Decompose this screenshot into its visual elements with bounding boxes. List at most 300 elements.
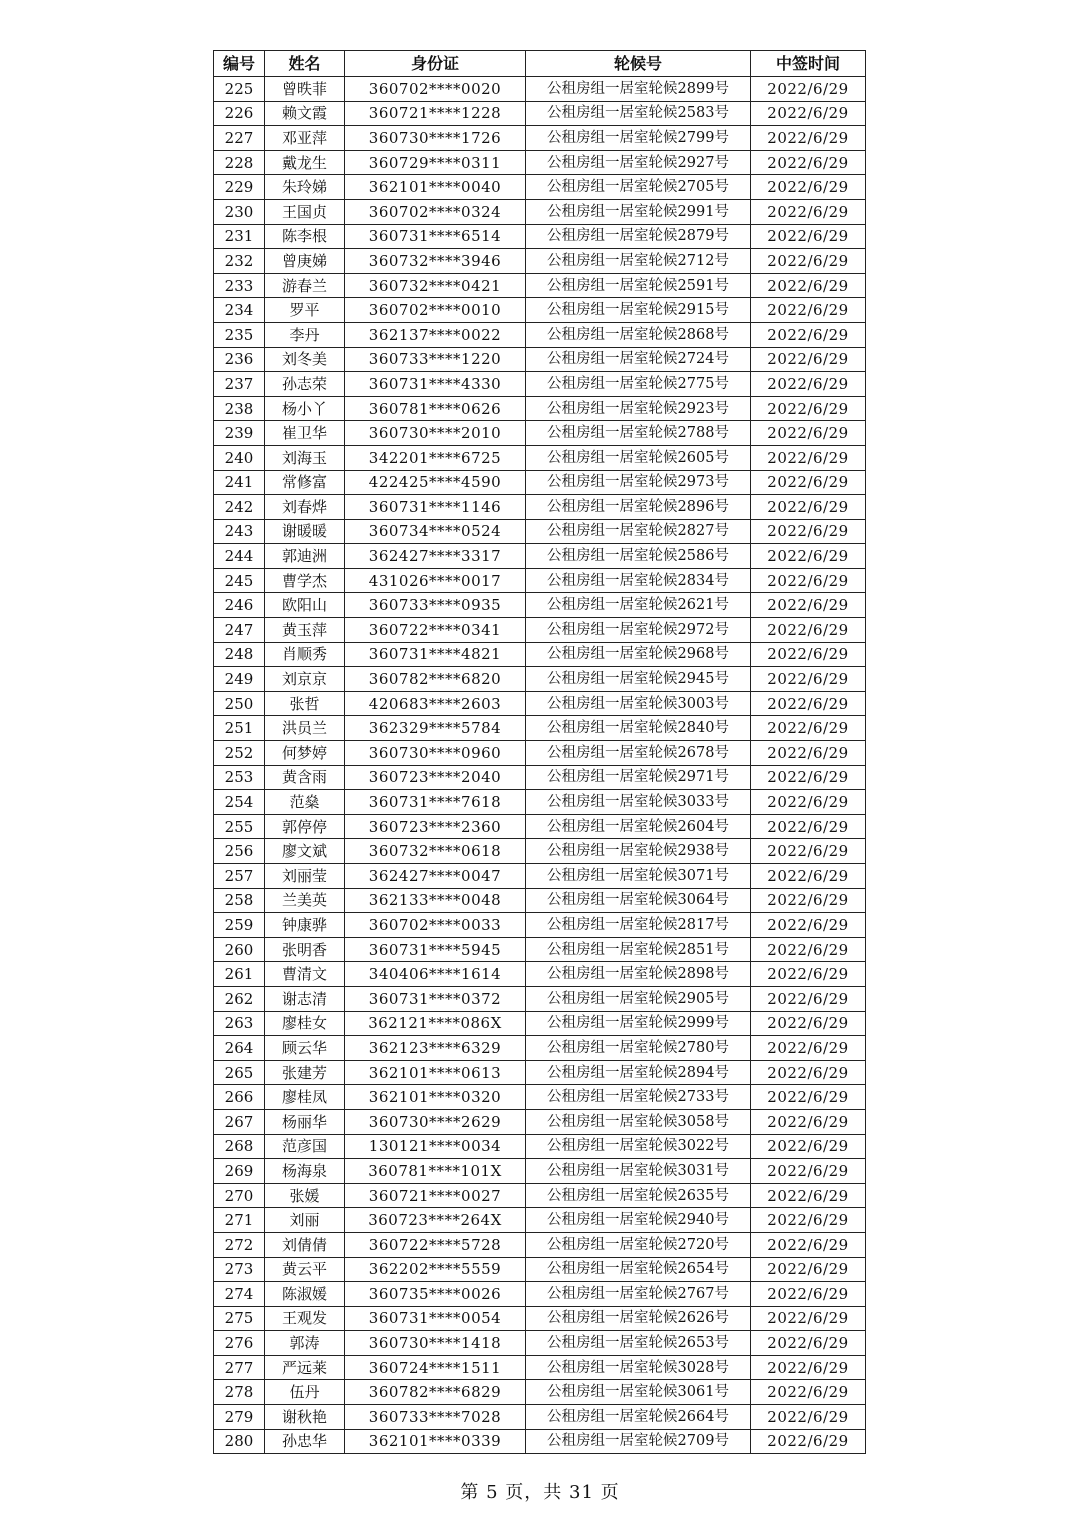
table-row xyxy=(214,986,866,1011)
cell-number: 225 xyxy=(214,77,265,102)
table-row xyxy=(214,1380,866,1405)
cell-draw-date: 2022/6/29 xyxy=(751,962,866,987)
cell-name: 张建芳 xyxy=(265,1060,345,1085)
cell-name: 常修富 xyxy=(265,470,345,495)
table-row xyxy=(214,101,866,126)
cell-queue-number: 公租房组一居室轮候2896号 xyxy=(526,495,751,520)
header-queue-number: 轮候号 xyxy=(526,51,751,77)
cell-id-card: 360730****1726 xyxy=(345,126,526,151)
cell-queue-number: 公租房组一居室轮候2654号 xyxy=(526,1257,751,1282)
table-row xyxy=(214,1429,866,1454)
table-row xyxy=(214,1183,866,1208)
cell-id-card: 360732****0421 xyxy=(345,273,526,298)
table-row xyxy=(214,249,866,274)
cell-name: 郭涛 xyxy=(265,1331,345,1356)
cell-number: 250 xyxy=(214,691,265,716)
cell-id-card: 362427****3317 xyxy=(345,544,526,569)
cell-queue-number: 公租房组一居室轮候2653号 xyxy=(526,1331,751,1356)
cell-draw-date: 2022/6/29 xyxy=(751,741,866,766)
cell-draw-date: 2022/6/29 xyxy=(751,150,866,175)
cell-id-card: 130121****0034 xyxy=(345,1134,526,1159)
cell-draw-date: 2022/6/29 xyxy=(751,1282,866,1307)
cell-name: 游春兰 xyxy=(265,273,345,298)
table-row xyxy=(214,495,866,520)
cell-draw-date: 2022/6/29 xyxy=(751,839,866,864)
cell-draw-date: 2022/6/29 xyxy=(751,1036,866,1061)
cell-id-card: 362101****0339 xyxy=(345,1429,526,1454)
cell-queue-number: 公租房组一居室轮候3003号 xyxy=(526,691,751,716)
cell-id-card: 360781****0626 xyxy=(345,396,526,421)
table-row xyxy=(214,1232,866,1257)
cell-draw-date: 2022/6/29 xyxy=(751,667,866,692)
table-row xyxy=(214,126,866,151)
cell-draw-date: 2022/6/29 xyxy=(751,77,866,102)
cell-id-card: 360782****6829 xyxy=(345,1380,526,1405)
cell-queue-number: 公租房组一居室轮候3022号 xyxy=(526,1134,751,1159)
cell-draw-date: 2022/6/29 xyxy=(751,495,866,520)
cell-number: 267 xyxy=(214,1109,265,1134)
cell-id-card: 360731****4330 xyxy=(345,372,526,397)
cell-draw-date: 2022/6/29 xyxy=(751,1085,866,1110)
cell-queue-number: 公租房组一居室轮候2898号 xyxy=(526,962,751,987)
page-footer: 第 5 页，共 31 页 xyxy=(460,1482,620,1503)
cell-draw-date: 2022/6/29 xyxy=(751,372,866,397)
cell-id-card: 360735****0026 xyxy=(345,1282,526,1307)
table-row xyxy=(214,839,866,864)
cell-id-card: 360722****0341 xyxy=(345,618,526,643)
table-row xyxy=(214,765,866,790)
cell-number: 226 xyxy=(214,101,265,126)
cell-queue-number: 公租房组一居室轮候2879号 xyxy=(526,224,751,249)
cell-id-card: 431026****0017 xyxy=(345,568,526,593)
cell-queue-number: 公租房组一居室轮候2851号 xyxy=(526,937,751,962)
cell-number: 259 xyxy=(214,913,265,938)
cell-number: 266 xyxy=(214,1085,265,1110)
cell-draw-date: 2022/6/29 xyxy=(751,322,866,347)
cell-queue-number: 公租房组一居室轮候2605号 xyxy=(526,445,751,470)
cell-queue-number: 公租房组一居室轮候2940号 xyxy=(526,1208,751,1233)
cell-number: 263 xyxy=(214,1011,265,1036)
cell-queue-number: 公租房组一居室轮候2971号 xyxy=(526,765,751,790)
cell-number: 252 xyxy=(214,741,265,766)
cell-draw-date: 2022/6/29 xyxy=(751,273,866,298)
cell-name: 兰美英 xyxy=(265,888,345,913)
cell-id-card: 360730****2629 xyxy=(345,1109,526,1134)
cell-name: 赖文霞 xyxy=(265,101,345,126)
cell-number: 257 xyxy=(214,864,265,889)
cell-queue-number: 公租房组一居室轮候2604号 xyxy=(526,814,751,839)
cell-name: 廖桂凤 xyxy=(265,1085,345,1110)
cell-draw-date: 2022/6/29 xyxy=(751,1257,866,1282)
cell-number: 271 xyxy=(214,1208,265,1233)
cell-queue-number: 公租房组一居室轮候2894号 xyxy=(526,1060,751,1085)
table-row xyxy=(214,741,866,766)
cell-number: 248 xyxy=(214,642,265,667)
cell-queue-number: 公租房组一居室轮候2626号 xyxy=(526,1306,751,1331)
table-row xyxy=(214,667,866,692)
table-row xyxy=(214,642,866,667)
cell-number: 239 xyxy=(214,421,265,446)
cell-number: 233 xyxy=(214,273,265,298)
cell-draw-date: 2022/6/29 xyxy=(751,544,866,569)
cell-id-card: 360702****0033 xyxy=(345,913,526,938)
cell-draw-date: 2022/6/29 xyxy=(751,716,866,741)
cell-id-card: 362101****0613 xyxy=(345,1060,526,1085)
cell-number: 255 xyxy=(214,814,265,839)
cell-id-card: 360733****7028 xyxy=(345,1405,526,1430)
cell-queue-number: 公租房组一居室轮候2664号 xyxy=(526,1405,751,1430)
cell-number: 265 xyxy=(214,1060,265,1085)
table-row xyxy=(214,618,866,643)
cell-name: 黄含雨 xyxy=(265,765,345,790)
cell-number: 230 xyxy=(214,199,265,224)
cell-name: 曹学杰 xyxy=(265,568,345,593)
cell-number: 232 xyxy=(214,249,265,274)
table-row xyxy=(214,150,866,175)
cell-number: 277 xyxy=(214,1355,265,1380)
cell-draw-date: 2022/6/29 xyxy=(751,519,866,544)
table-row xyxy=(214,519,866,544)
cell-name: 刘丽莹 xyxy=(265,864,345,889)
cell-id-card: 360731****0054 xyxy=(345,1306,526,1331)
cell-queue-number: 公租房组一居室轮候2973号 xyxy=(526,470,751,495)
cell-id-card: 360730****1418 xyxy=(345,1331,526,1356)
cell-id-card: 360702****0020 xyxy=(345,77,526,102)
table-row xyxy=(214,913,866,938)
cell-number: 258 xyxy=(214,888,265,913)
cell-name: 谢暖暖 xyxy=(265,519,345,544)
cell-draw-date: 2022/6/29 xyxy=(751,1405,866,1430)
cell-name: 曾昳菲 xyxy=(265,77,345,102)
table-row xyxy=(214,273,866,298)
cell-id-card: 360723****2040 xyxy=(345,765,526,790)
cell-number: 256 xyxy=(214,839,265,864)
cell-id-card: 360732****3946 xyxy=(345,249,526,274)
cell-number: 274 xyxy=(214,1282,265,1307)
cell-id-card: 360732****0618 xyxy=(345,839,526,864)
table-row xyxy=(214,790,866,815)
cell-queue-number: 公租房组一居室轮候2788号 xyxy=(526,421,751,446)
cell-name: 孙志荣 xyxy=(265,372,345,397)
cell-number: 243 xyxy=(214,519,265,544)
table-row xyxy=(214,1355,866,1380)
cell-id-card: 360721****1228 xyxy=(345,101,526,126)
cell-id-card: 420683****2603 xyxy=(345,691,526,716)
table-row xyxy=(214,864,866,889)
cell-number: 240 xyxy=(214,445,265,470)
cell-id-card: 362123****6329 xyxy=(345,1036,526,1061)
cell-name: 欧阳山 xyxy=(265,593,345,618)
cell-name: 罗平 xyxy=(265,298,345,323)
table-row xyxy=(214,593,866,618)
table-row xyxy=(214,1405,866,1430)
cell-name: 严远莱 xyxy=(265,1355,345,1380)
cell-draw-date: 2022/6/29 xyxy=(751,224,866,249)
cell-id-card: 362427****0047 xyxy=(345,864,526,889)
cell-number: 262 xyxy=(214,986,265,1011)
cell-queue-number: 公租房组一居室轮候2586号 xyxy=(526,544,751,569)
cell-name: 顾云华 xyxy=(265,1036,345,1061)
cell-number: 229 xyxy=(214,175,265,200)
table-row xyxy=(214,888,866,913)
cell-number: 235 xyxy=(214,322,265,347)
cell-queue-number: 公租房组一居室轮候2817号 xyxy=(526,913,751,938)
cell-draw-date: 2022/6/29 xyxy=(751,642,866,667)
table-row xyxy=(214,77,866,102)
cell-number: 242 xyxy=(214,495,265,520)
cell-name: 刘京京 xyxy=(265,667,345,692)
table-row xyxy=(214,1331,866,1356)
cell-id-card: 360723****2360 xyxy=(345,814,526,839)
table-row xyxy=(214,1208,866,1233)
cell-draw-date: 2022/6/29 xyxy=(751,298,866,323)
cell-number: 241 xyxy=(214,470,265,495)
cell-queue-number: 公租房组一居室轮候2635号 xyxy=(526,1183,751,1208)
cell-queue-number: 公租房组一居室轮候2905号 xyxy=(526,986,751,1011)
cell-queue-number: 公租房组一居室轮候2999号 xyxy=(526,1011,751,1036)
cell-queue-number: 公租房组一居室轮候2799号 xyxy=(526,126,751,151)
cell-draw-date: 2022/6/29 xyxy=(751,175,866,200)
cell-id-card: 362202****5559 xyxy=(345,1257,526,1282)
cell-draw-date: 2022/6/29 xyxy=(751,790,866,815)
cell-draw-date: 2022/6/29 xyxy=(751,199,866,224)
cell-number: 237 xyxy=(214,372,265,397)
cell-name: 刘倩倩 xyxy=(265,1232,345,1257)
cell-draw-date: 2022/6/29 xyxy=(751,249,866,274)
cell-number: 273 xyxy=(214,1257,265,1282)
cell-queue-number: 公租房组一居室轮候2705号 xyxy=(526,175,751,200)
cell-name: 伍丹 xyxy=(265,1380,345,1405)
cell-queue-number: 公租房组一居室轮候2724号 xyxy=(526,347,751,372)
cell-id-card: 360721****0027 xyxy=(345,1183,526,1208)
cell-id-card: 360723****264X xyxy=(345,1208,526,1233)
cell-id-card: 360731****6514 xyxy=(345,224,526,249)
cell-number: 276 xyxy=(214,1331,265,1356)
cell-id-card: 360729****0311 xyxy=(345,150,526,175)
cell-queue-number: 公租房组一居室轮候3061号 xyxy=(526,1380,751,1405)
cell-queue-number: 公租房组一居室轮候2840号 xyxy=(526,716,751,741)
cell-number: 236 xyxy=(214,347,265,372)
table-row xyxy=(214,396,866,421)
table-row xyxy=(214,1282,866,1307)
cell-queue-number: 公租房组一居室轮候3064号 xyxy=(526,888,751,913)
table-row xyxy=(214,347,866,372)
cell-number: 264 xyxy=(214,1036,265,1061)
cell-id-card: 360731****5945 xyxy=(345,937,526,962)
cell-number: 244 xyxy=(214,544,265,569)
cell-name: 陈淑媛 xyxy=(265,1282,345,1307)
cell-queue-number: 公租房组一居室轮候2780号 xyxy=(526,1036,751,1061)
cell-name: 孙忠华 xyxy=(265,1429,345,1454)
table-row xyxy=(214,224,866,249)
cell-queue-number: 公租房组一居室轮候2827号 xyxy=(526,519,751,544)
cell-name: 杨小丫 xyxy=(265,396,345,421)
cell-id-card: 360731****4821 xyxy=(345,642,526,667)
cell-name: 张哲 xyxy=(265,691,345,716)
cell-queue-number: 公租房组一居室轮候3031号 xyxy=(526,1159,751,1184)
cell-id-card: 360731****0372 xyxy=(345,986,526,1011)
cell-queue-number: 公租房组一居室轮候2945号 xyxy=(526,667,751,692)
cell-name: 洪员兰 xyxy=(265,716,345,741)
table-row xyxy=(214,1085,866,1110)
table-row xyxy=(214,1159,866,1184)
cell-draw-date: 2022/6/29 xyxy=(751,1355,866,1380)
table-row xyxy=(214,298,866,323)
cell-draw-date: 2022/6/29 xyxy=(751,421,866,446)
cell-name: 杨丽华 xyxy=(265,1109,345,1134)
cell-id-card: 360731****7618 xyxy=(345,790,526,815)
cell-number: 247 xyxy=(214,618,265,643)
cell-draw-date: 2022/6/29 xyxy=(751,1331,866,1356)
cell-name: 范燊 xyxy=(265,790,345,815)
table-row xyxy=(214,421,866,446)
cell-id-card: 362329****5784 xyxy=(345,716,526,741)
cell-number: 253 xyxy=(214,765,265,790)
cell-draw-date: 2022/6/29 xyxy=(751,888,866,913)
cell-queue-number: 公租房组一居室轮候3033号 xyxy=(526,790,751,815)
cell-queue-number: 公租房组一居室轮候2972号 xyxy=(526,618,751,643)
cell-name: 崔卫华 xyxy=(265,421,345,446)
cell-draw-date: 2022/6/29 xyxy=(751,937,866,962)
cell-name: 谢志清 xyxy=(265,986,345,1011)
cell-draw-date: 2022/6/29 xyxy=(751,568,866,593)
cell-name: 邓亚萍 xyxy=(265,126,345,151)
cell-draw-date: 2022/6/29 xyxy=(751,1159,866,1184)
cell-id-card: 362133****0048 xyxy=(345,888,526,913)
cell-id-card: 342201****6725 xyxy=(345,445,526,470)
cell-name: 郭停停 xyxy=(265,814,345,839)
cell-queue-number: 公租房组一居室轮候2712号 xyxy=(526,249,751,274)
cell-queue-number: 公租房组一居室轮候2720号 xyxy=(526,1232,751,1257)
cell-name: 刘丽 xyxy=(265,1208,345,1233)
table-row xyxy=(214,1306,866,1331)
cell-queue-number: 公租房组一居室轮候2591号 xyxy=(526,273,751,298)
cell-number: 231 xyxy=(214,224,265,249)
cell-name: 曹清文 xyxy=(265,962,345,987)
table-row xyxy=(214,544,866,569)
cell-id-card: 362121****086X xyxy=(345,1011,526,1036)
table-row xyxy=(214,322,866,347)
table-row xyxy=(214,470,866,495)
cell-draw-date: 2022/6/29 xyxy=(751,1429,866,1454)
header-number: 编号 xyxy=(214,51,265,77)
table-row xyxy=(214,1060,866,1085)
cell-draw-date: 2022/6/29 xyxy=(751,126,866,151)
table-row xyxy=(214,199,866,224)
table-row xyxy=(214,691,866,716)
cell-id-card: 360731****1146 xyxy=(345,495,526,520)
cell-number: 261 xyxy=(214,962,265,987)
cell-id-card: 360781****101X xyxy=(345,1159,526,1184)
cell-draw-date: 2022/6/29 xyxy=(751,445,866,470)
cell-number: 272 xyxy=(214,1232,265,1257)
cell-draw-date: 2022/6/29 xyxy=(751,1208,866,1233)
cell-id-card: 360722****5728 xyxy=(345,1232,526,1257)
cell-number: 270 xyxy=(214,1183,265,1208)
cell-number: 260 xyxy=(214,937,265,962)
table-row xyxy=(214,1109,866,1134)
cell-name: 范彦国 xyxy=(265,1134,345,1159)
cell-draw-date: 2022/6/29 xyxy=(751,1380,866,1405)
header-id-card: 身份证 xyxy=(345,51,526,77)
cell-name: 王观发 xyxy=(265,1306,345,1331)
cell-draw-date: 2022/6/29 xyxy=(751,1109,866,1134)
cell-name: 钟康骅 xyxy=(265,913,345,938)
cell-number: 278 xyxy=(214,1380,265,1405)
table-row xyxy=(214,445,866,470)
cell-draw-date: 2022/6/29 xyxy=(751,1232,866,1257)
table-row xyxy=(214,1257,866,1282)
cell-queue-number: 公租房组一居室轮候2968号 xyxy=(526,642,751,667)
cell-name: 黄云平 xyxy=(265,1257,345,1282)
cell-queue-number: 公租房组一居室轮候3071号 xyxy=(526,864,751,889)
cell-queue-number: 公租房组一居室轮候3058号 xyxy=(526,1109,751,1134)
cell-id-card: 360724****1511 xyxy=(345,1355,526,1380)
cell-name: 戴龙生 xyxy=(265,150,345,175)
cell-name: 朱玲娣 xyxy=(265,175,345,200)
cell-number: 279 xyxy=(214,1405,265,1430)
table-row xyxy=(214,962,866,987)
cell-queue-number: 公租房组一居室轮候2678号 xyxy=(526,741,751,766)
cell-name: 曾庚娣 xyxy=(265,249,345,274)
header-name: 姓名 xyxy=(265,51,345,77)
table-body xyxy=(214,77,866,1454)
cell-queue-number: 公租房组一居室轮候2927号 xyxy=(526,150,751,175)
cell-id-card: 360733****0935 xyxy=(345,593,526,618)
cell-id-card: 360730****2010 xyxy=(345,421,526,446)
cell-draw-date: 2022/6/29 xyxy=(751,1183,866,1208)
table-row xyxy=(214,568,866,593)
cell-name: 刘海玉 xyxy=(265,445,345,470)
cell-draw-date: 2022/6/29 xyxy=(751,1011,866,1036)
cell-queue-number: 公租房组一居室轮候3028号 xyxy=(526,1355,751,1380)
cell-id-card: 360733****1220 xyxy=(345,347,526,372)
cell-queue-number: 公租房组一居室轮候2709号 xyxy=(526,1429,751,1454)
cell-number: 269 xyxy=(214,1159,265,1184)
cell-name: 王国贞 xyxy=(265,199,345,224)
cell-queue-number: 公租房组一居室轮候2834号 xyxy=(526,568,751,593)
cell-id-card: 360702****0010 xyxy=(345,298,526,323)
cell-draw-date: 2022/6/29 xyxy=(751,101,866,126)
cell-number: 246 xyxy=(214,593,265,618)
cell-name: 张媛 xyxy=(265,1183,345,1208)
cell-draw-date: 2022/6/29 xyxy=(751,691,866,716)
cell-queue-number: 公租房组一居室轮候2991号 xyxy=(526,199,751,224)
cell-name: 肖顺秀 xyxy=(265,642,345,667)
cell-name: 陈李根 xyxy=(265,224,345,249)
table-row xyxy=(214,175,866,200)
cell-queue-number: 公租房组一居室轮候2899号 xyxy=(526,77,751,102)
header-draw-date: 中签时间 xyxy=(751,51,866,77)
cell-number: 268 xyxy=(214,1134,265,1159)
cell-draw-date: 2022/6/29 xyxy=(751,913,866,938)
cell-draw-date: 2022/6/29 xyxy=(751,765,866,790)
lottery-results-table xyxy=(213,50,866,1454)
cell-id-card: 340406****1614 xyxy=(345,962,526,987)
cell-draw-date: 2022/6/29 xyxy=(751,814,866,839)
cell-number: 275 xyxy=(214,1306,265,1331)
cell-name: 谢秋艳 xyxy=(265,1405,345,1430)
table-row xyxy=(214,1036,866,1061)
cell-name: 张明香 xyxy=(265,937,345,962)
cell-name: 李丹 xyxy=(265,322,345,347)
cell-number: 245 xyxy=(214,568,265,593)
cell-draw-date: 2022/6/29 xyxy=(751,396,866,421)
table-row xyxy=(214,1134,866,1159)
cell-number: 234 xyxy=(214,298,265,323)
cell-name: 郭迪洲 xyxy=(265,544,345,569)
cell-queue-number: 公租房组一居室轮候2915号 xyxy=(526,298,751,323)
